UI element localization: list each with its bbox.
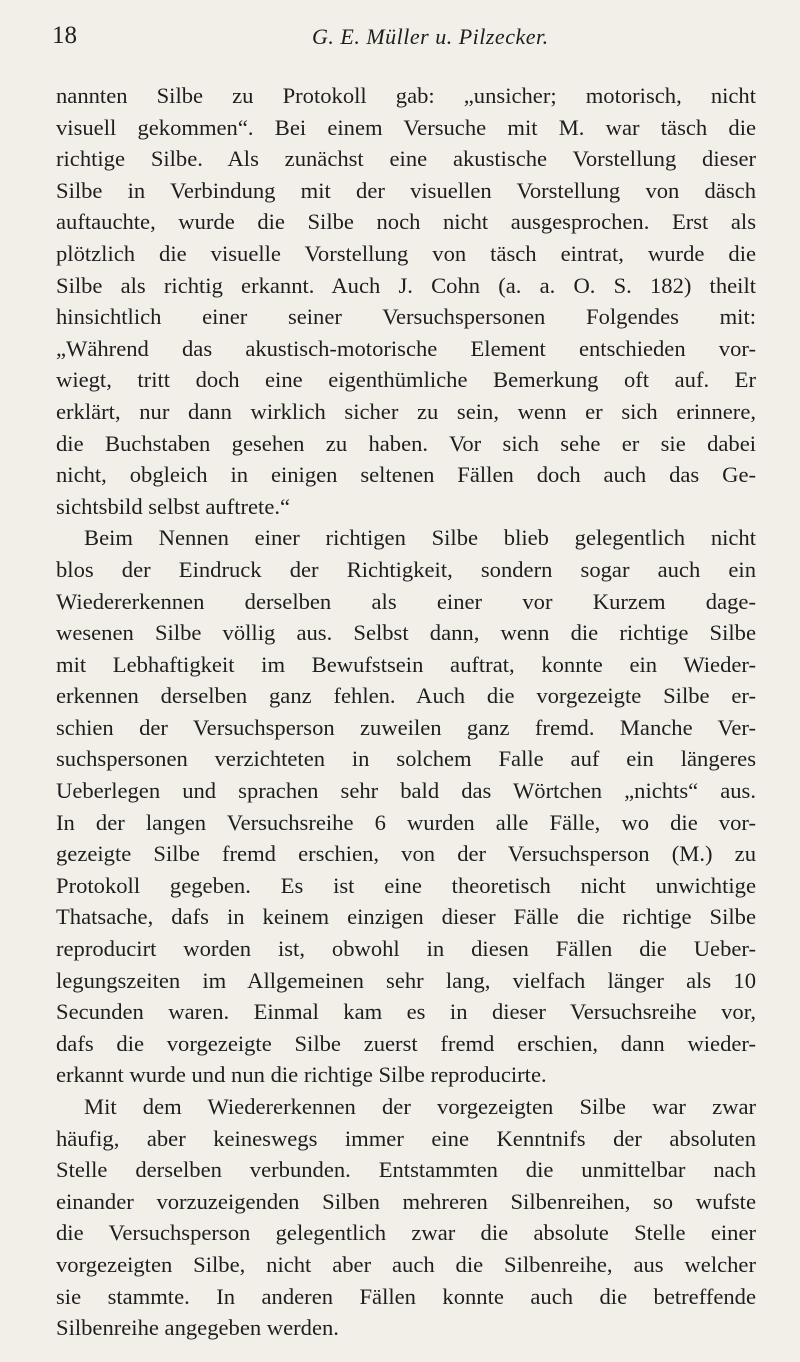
text-line: nicht, obgleich in einigen seltenen Fällen doch auch das Ge- — [56, 462, 756, 488]
text-line: In der langen Versuchsreihe 6 wurden alle Fälle, wo die vor- — [56, 809, 756, 835]
text-line: plötzlich die visuelle Vorstellung von täsch eintrat, wurde die — [56, 240, 756, 266]
text-line: die Buchstaben gesehen zu haben. Vor sich sehe er sie dabei — [56, 430, 756, 456]
text-line: einander vorzuzeigenden Silben mehreren Silbenreihen, so wufste — [56, 1188, 756, 1214]
text-line: dafs die vorgezeigte Silbe zuerst fremd erschien, dann wieder- — [56, 1030, 756, 1056]
text-line: häufig, aber keineswegs immer eine Kenntnifs der absoluten — [56, 1125, 756, 1151]
text-line: Ueberlegen und sprachen sehr bald das Wörtchen „nichts“ aus. — [56, 778, 756, 804]
paragraph-1 — [56, 80, 756, 522]
text-line: Secunden waren. Einmal kam es in dieser Versuchsreihe vor, — [56, 999, 756, 1025]
text-line: schien der Versuchsperson zuweilen ganz fremd. Manche Ver- — [56, 714, 756, 740]
text-line: sie stammte. In anderen Fällen konnte auch die betreffende — [56, 1283, 756, 1309]
text-line: Stelle derselben verbunden. Entstammten die unmittelbar nach — [56, 1157, 756, 1183]
text-line: legungszeiten im Allgemeinen sehr lang, vielfach länger als 10 — [56, 967, 756, 993]
text-line: erkennen derselben ganz fehlen. Auch die vorgezeigte Silbe er- — [56, 683, 756, 709]
text-line: Mit dem Wiedererkennen der vorgezeigten Silbe war zwar — [84, 1094, 756, 1119]
text-line: Beim Nennen einer richtigen Silbe blieb gelegentlich nicht — [84, 525, 756, 551]
text-line: Protokoll gegeben. Es ist eine theoretisch nicht unwichtige — [56, 872, 756, 898]
text-line: Silbe in Verbindung mit der visuellen Vorstellung von däsch — [56, 177, 756, 203]
text-line: erklärt, nur dann wirklich sicher zu sein, wenn er sich erinnere, — [56, 398, 756, 424]
text-line: die Versuchsperson gelegentlich zwar die absolute Stelle einer — [56, 1220, 756, 1246]
text-line: wesenen Silbe völlig aus. Selbst dann, wenn die richtige Silbe — [56, 620, 756, 646]
running-title: G. E. Müller u. Pilzecker. — [312, 24, 549, 49]
text-line: richtige Silbe. Als zunächst eine akustische Vorstellung dieser — [56, 146, 756, 172]
text-line: suchspersonen verzichteten in solchem Falle auf ein längeres — [56, 746, 756, 772]
text-line: sichtsbild selbst auftrete.“ — [56, 493, 291, 519]
text-line: Silbe als richtig erkannt. Auch J. Cohn (a. a. O. S. 182) theilt — [56, 272, 756, 298]
paragraph-3 — [56, 1091, 756, 1344]
text-line: gezeigte Silbe fremd erschien, von der Versuchsperson (M.) zu — [56, 841, 756, 867]
text-line: wiegt, tritt doch eine eigenthümliche Bemerkung oft auf. Er — [56, 367, 756, 393]
text-line: hinsichtlich einer seiner Versuchspersonen Folgendes mit: — [56, 304, 756, 330]
paragraph-2 — [56, 522, 756, 1091]
text-line: nannten Silbe zu Protokoll gab: „unsicher; motorisch, nicht — [56, 83, 756, 108]
text-line: vorgezeigten Silbe, nicht aber auch die Silbenreihe, aus welcher — [56, 1251, 756, 1277]
text-line: „Während das akustisch-motorische Element entschieden vor- — [56, 335, 756, 361]
body-text — [56, 80, 756, 1344]
text-line: Wiedererkennen derselben als einer vor Kurzem dage- — [56, 588, 756, 614]
text-line: auftauchte, wurde die Silbe noch nicht ausgesprochen. Erst als — [56, 209, 756, 235]
text-line: Silbenreihe angegeben werden. — [56, 1315, 339, 1341]
running-head — [52, 20, 752, 60]
text-line: blos der Eindruck der Richtigkeit, sondern sogar auch ein — [56, 556, 756, 582]
page-number: 18 — [52, 22, 77, 49]
text-line: reproducirt worden ist, obwohl in diesen Fällen die Ueber- — [56, 936, 756, 962]
text-line: visuell gekommen“. Bei einem Versuche mit M. war täsch die — [56, 114, 756, 140]
text-line: erkannt wurde und nun die richtige Silbe reproducirte. — [56, 1062, 547, 1088]
text-line: Thatsache, dafs in keinem einzigen dieser Fälle die richtige Silbe — [56, 904, 756, 930]
text-line: mit Lebhaftigkeit im Bewufstsein auftrat, konnte ein Wieder- — [56, 651, 756, 677]
